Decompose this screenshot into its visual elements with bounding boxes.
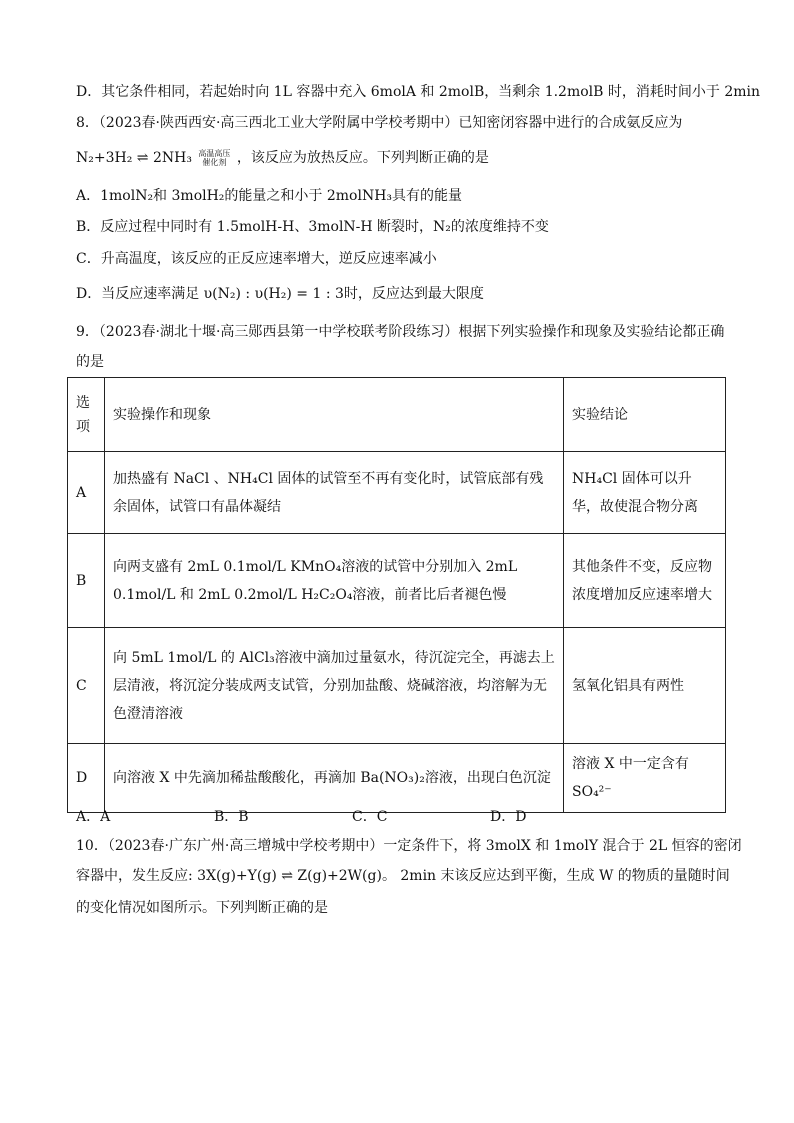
row-c-option: C <box>68 628 105 744</box>
q8-stem: 8．（2023春·陕西西安·高三西北工业大学附属中学校考期中）已知密闭容器中进行的合成氨反应为 <box>76 115 683 131</box>
row-b-conclusion: 其他条件不变，反应物浓度增加反应速率增大 <box>564 534 726 628</box>
q9-stem-line2: 的是 <box>76 354 104 370</box>
row-d-option: D <box>68 744 105 813</box>
experiment-table <box>67 377 726 813</box>
q8-option-a: A．1molN₂和 3molH₂的能量之和小于 2molNH₃具有的能量 <box>76 188 463 204</box>
row-a-option: A <box>68 452 105 534</box>
q8-option-b: B．反应过程中同时有 1.5molH-H、3molN-H 断裂时，N₂的浓度维持不变 <box>76 219 549 235</box>
q8-cond-bottom: 催化剂 <box>202 158 227 167</box>
row-d-operation: 向溶液 X 中先滴加稀盐酸酸化，再滴加 Ba(NO₃)₂溶液，出现白色沉淀 <box>105 744 564 813</box>
table-row <box>68 534 726 628</box>
q10-stem-line2: 容器中，发生反应: 3X(g)+Y(g) ⇌ Z(g)+2W(g)。 2min 末该反应达到平衡，生成 W 的物质的量随时间 <box>76 868 730 884</box>
q10-stem-line1: 10．（2023春·广东广州·高三增城中学校考期中）一定条件下，将 3molX 和 1molY 混合于 2L 恒容的密闭 <box>76 838 742 854</box>
row-d-conclusion: 溶液 X 中一定含有 SO₄²⁻ <box>564 744 726 813</box>
q9-stem-line1: 9．（2023春·湖北十堰·高三郧西县第一中学校联考阶段练习）根据下列实验操作和现象及实验结论都正确 <box>76 324 725 340</box>
table-row <box>68 628 726 744</box>
q9-answer-c: C．C <box>352 809 388 825</box>
row-b-operation: 向两支盛有 2mL 0.1mol/L KMnO₄溶液的试管中分别加入 2mL 0.1mol/L 和 2mL 0.2mol/L H₂C₂O₄溶液，前者比后者褪色慢 <box>105 534 564 628</box>
table-row <box>68 452 726 534</box>
q8-equation-line <box>76 148 489 168</box>
q9-answer-b: B．B <box>214 809 249 825</box>
q9-answer-options <box>76 806 628 826</box>
q10-stem-line3: 的变化情况如图所示。下列判断正确的是 <box>76 900 328 916</box>
header-operation: 实验操作和现象 <box>105 378 564 452</box>
q9-answer-d: D．D <box>490 809 527 825</box>
row-b-option: B <box>68 534 105 628</box>
row-c-conclusion: 氢氧化铝具有两性 <box>564 628 726 744</box>
header-conclusion: 实验结论 <box>564 378 726 452</box>
q8-option-d: D．当反应速率满足 υ(N₂) : υ(H₂) = 1 : 3时，反应达到最大限度 <box>76 286 484 302</box>
q8-equation-conditions <box>198 149 230 167</box>
q8-option-c: C．升高温度，该反应的正反应速率增大，逆反应速率减小 <box>76 251 437 267</box>
row-a-operation: 加热盛有 NaCl 、NH₄Cl 固体的试管至不再有变化时，试管底部有残余固体，试管口有晶体凝结 <box>105 452 564 534</box>
q8-equation: N₂+3H₂ ⇌ 2NH₃ <box>76 150 192 166</box>
q7-option-d: D．其它条件相同，若起始时向 1L 容器中充入 6molA 和 2molB，当剩余 1.2molB 时，消耗时间小于 2min <box>76 84 761 100</box>
q8-cond-top: 高温高压 <box>198 149 231 158</box>
row-a-conclusion: NH₄Cl 固体可以升华，故使混合物分离 <box>564 452 726 534</box>
header-option: 选项 <box>68 378 105 452</box>
q9-answer-a: A．A <box>76 809 111 825</box>
row-c-operation: 向 5mL 1mol/L 的 AlCl₃溶液中滴加过量氨水，待沉淀完全，再滤去上层清液，将沉淀分装成两支试管，分别加盐酸、烧碱溶液，均溶解为无色澄清溶液 <box>105 628 564 744</box>
q8-stem2: ，该反应为放热反应。下列判断正确的是 <box>236 150 489 166</box>
table-row <box>68 744 726 813</box>
table-header-row <box>68 378 726 452</box>
